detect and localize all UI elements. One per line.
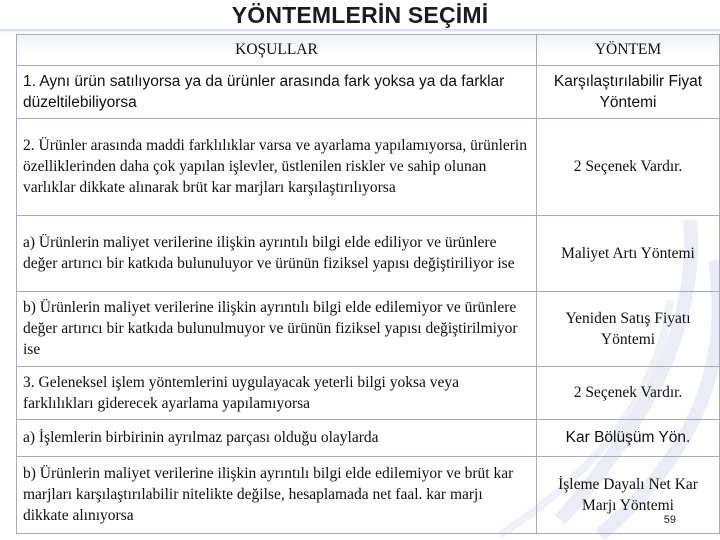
row-method: 2 Seçenek Vardır.: [537, 366, 720, 419]
row-condition: a) İşlemlerin birbirinin ayrılmaz parçası olduğu olaylarda: [17, 419, 537, 456]
table-row: [17, 118, 720, 216]
page-title: YÖNTEMLERİN SEÇİMİ: [231, 2, 489, 28]
row-method: Karşılaştırılabilir Fiyat Yöntemi: [537, 65, 720, 118]
table-row: [17, 456, 720, 533]
methods-table: [16, 34, 720, 534]
row-condition: 2. Ürünler arasında maddi farklılıklar varsa ve ayarlama yapılamıyorsa, ürünlerin özelliklerinden daha çok yapılan işlevler, üstlenilen riskler ve sahip olunan varlıklar dikkate alınarak brüt kar marjları karşılaştırılıyorsa: [17, 118, 537, 216]
table-row: [17, 291, 720, 366]
table-row: [17, 216, 720, 291]
table-row: [17, 366, 720, 419]
row-condition: 1. Aynı ürün satılıyorsa ya da ürünler arasında fark yoksa ya da farklar düzeltilebiliyorsa: [17, 65, 537, 118]
row-condition: a) Ürünlerin maliyet verilerine ilişkin ayrıntılı bilgi elde ediliyor ve ürünlere değer artırıcı bir katkıda bulunuluyor ve ürünün fiziksel yapısı değiştiriliyor ise: [17, 216, 537, 291]
row-method: İşleme Dayalı Net Kar Marjı Yöntemi: [537, 456, 720, 533]
title-underline: [0, 29, 720, 33]
row-method: Yeniden Satış Fiyatı Yöntemi: [537, 291, 720, 366]
table-header-row: [17, 35, 720, 66]
header-method: YÖNTEM: [537, 35, 720, 66]
header-conditions: KOŞULLAR: [17, 35, 537, 66]
row-method: Kar Bölüşüm Yön.: [537, 419, 720, 456]
page-number: 59: [663, 514, 676, 526]
row-method: Maliyet Artı Yöntemi: [537, 216, 720, 291]
row-method: 2 Seçenek Vardır.: [537, 118, 720, 216]
row-condition: 3. Geleneksel işlem yöntemlerini uygulayacak yeterli bilgi yoksa veya farklılıkları giderecek ayarlama yapılamıyorsa: [17, 366, 537, 419]
table-row: [17, 65, 720, 118]
row-condition: b) Ürünlerin maliyet verilerine ilişkin ayrıntılı bilgi elde edilemiyor ve brüt kar marjları karşılaştırılabilir nitelikte değilse, hesaplamada net faal. kar marjı dikkate alınıyorsa: [17, 456, 537, 533]
row-condition: b) Ürünlerin maliyet verilerine ilişkin ayrıntılı bilgi elde edilemiyor ve ürünlere değer artırıcı bir katkıda bulunulmuyor ve ürünün fiziksel yapısı değiştirilmiyor ise: [17, 291, 537, 366]
table-row: [17, 419, 720, 456]
